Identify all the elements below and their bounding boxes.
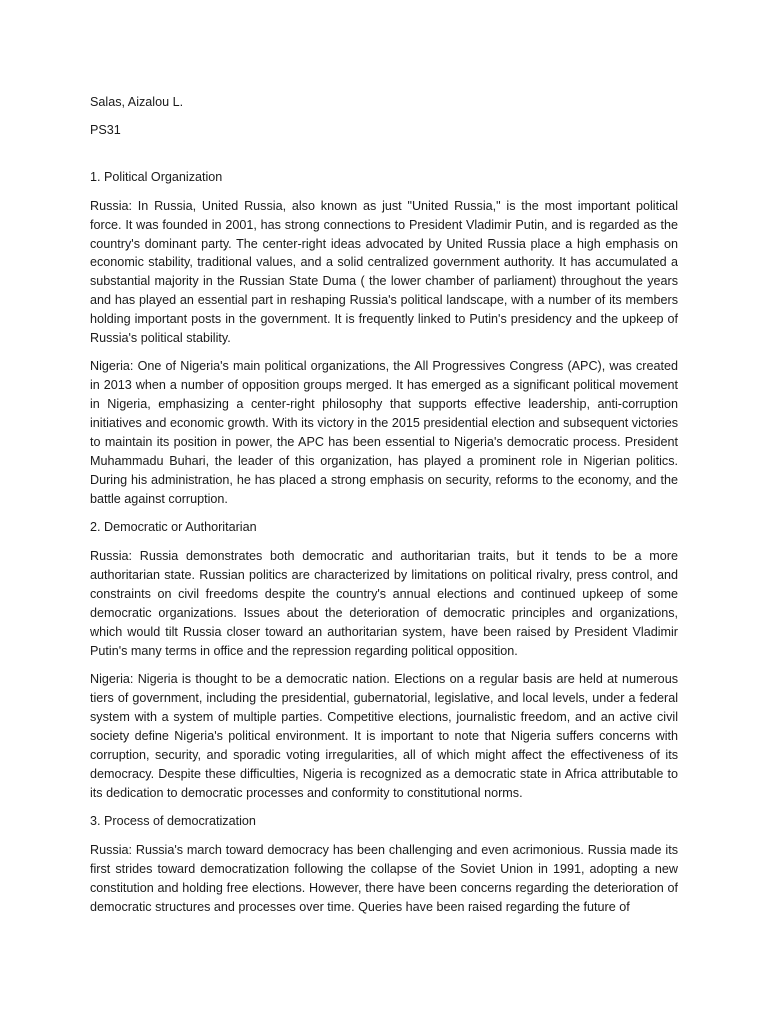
spacer: [90, 149, 678, 168]
section-heading-democratic-or-authoritarian: 2. Democratic or Authoritarian: [90, 520, 257, 535]
paragraph-russia-political-organization: Russia: In Russia, United Russia, also known as just "United Russia," is the most important political force. It was founded in 2001, has strong connections to President Vladimir Putin, and is regarded as the country's dominant party. The center-right ideas advocated by United Russia place a high emphasis on economic stability, traditional values, and a solid centralized government authority. It has accumulated a substantial majority in the Russian State Duma ( the lower chamber of parliament) throughout the years and has played an essential part in reshaping Russia's political landscape, with a number of its members holding important posts in the government. It is frequently linked to Putin's presidency and the upkeep of Russia's political stability.: [90, 198, 678, 346]
author-name: Salas, Aizalou L.: [90, 95, 184, 109]
paragraph-russia-process-of-democratization: Russia: Russia's march toward democracy has been challenging and even acrimonious. Russia made its first strides toward democratization following the collapse of the Soviet Union in 1991, adopting a new constitution and holding free elections. However, there have been concerns regarding the deterioration of democratic structures and processes over time. Queries have been raised regarding the future of: [90, 842, 678, 914]
course-code: PS31: [90, 122, 121, 137]
section-heading-political-organization: 1. Political Organization: [90, 169, 223, 184]
paragraph-russia-democratic-or-authoritarian: Russia: Russia demonstrates both democratic and authoritarian traits, but it tends to be a more authoritarian state. Russian politics are characterized by limitations on political rivalry, press control, and constraints on civil freedoms despite the country's annual elections and continued upkeep of some democratic organizations. Issues about the deterioration of democratic principles and organizations, which would tilt Russia closer toward an authoritarian system, have been raised by President Vladimir Putin's many terms in office and the repression regarding political opposition.: [90, 549, 678, 658]
document-body: [90, 93, 678, 926]
section-heading-process-of-democratization: 3. Process of democratization: [90, 813, 256, 828]
paragraph-nigeria-political-organization: Nigeria: One of Nigeria's main political organizations, the All Progressives Congress (APC), was created in 2013 when a number of opposition groups merged. It has emerged as a significant political movement in Nigeria, emphasizing a center-right philosophy that supports effective leadership, anti-corruption initiatives and economic growth. With its victory in the 2015 presidential election and subsequent victories to maintain its position in power, the APC has been essential to Nigeria's democratic process. President Muhammadu Buhari, the leader of this organization, has played a prominent role in Nigerian politics. During his administration, he has placed a strong emphasis on security, reforms to the economy, and the battle against corruption.: [90, 359, 678, 506]
paragraph-nigeria-democratic-or-authoritarian: Nigeria: Nigeria is thought to be a democratic nation. Elections on a regular basis are held at numerous tiers of government, including the presidential, gubernatorial, legislative, and local levels, under a federal system with a system of multiple parties. Competitive elections, journalistic freedom, and an active civil society define Nigeria's political environment. It is important to note that Nigeria suffers concerns with corruption, security, and sporadic voting irregularities, all of which might affect the effectiveness of its democracy. Despite these difficulties, Nigeria is recognized as a democratic state in Africa attributable to its dedication to democratic processes and conformity to constitutional norms.: [90, 672, 678, 800]
